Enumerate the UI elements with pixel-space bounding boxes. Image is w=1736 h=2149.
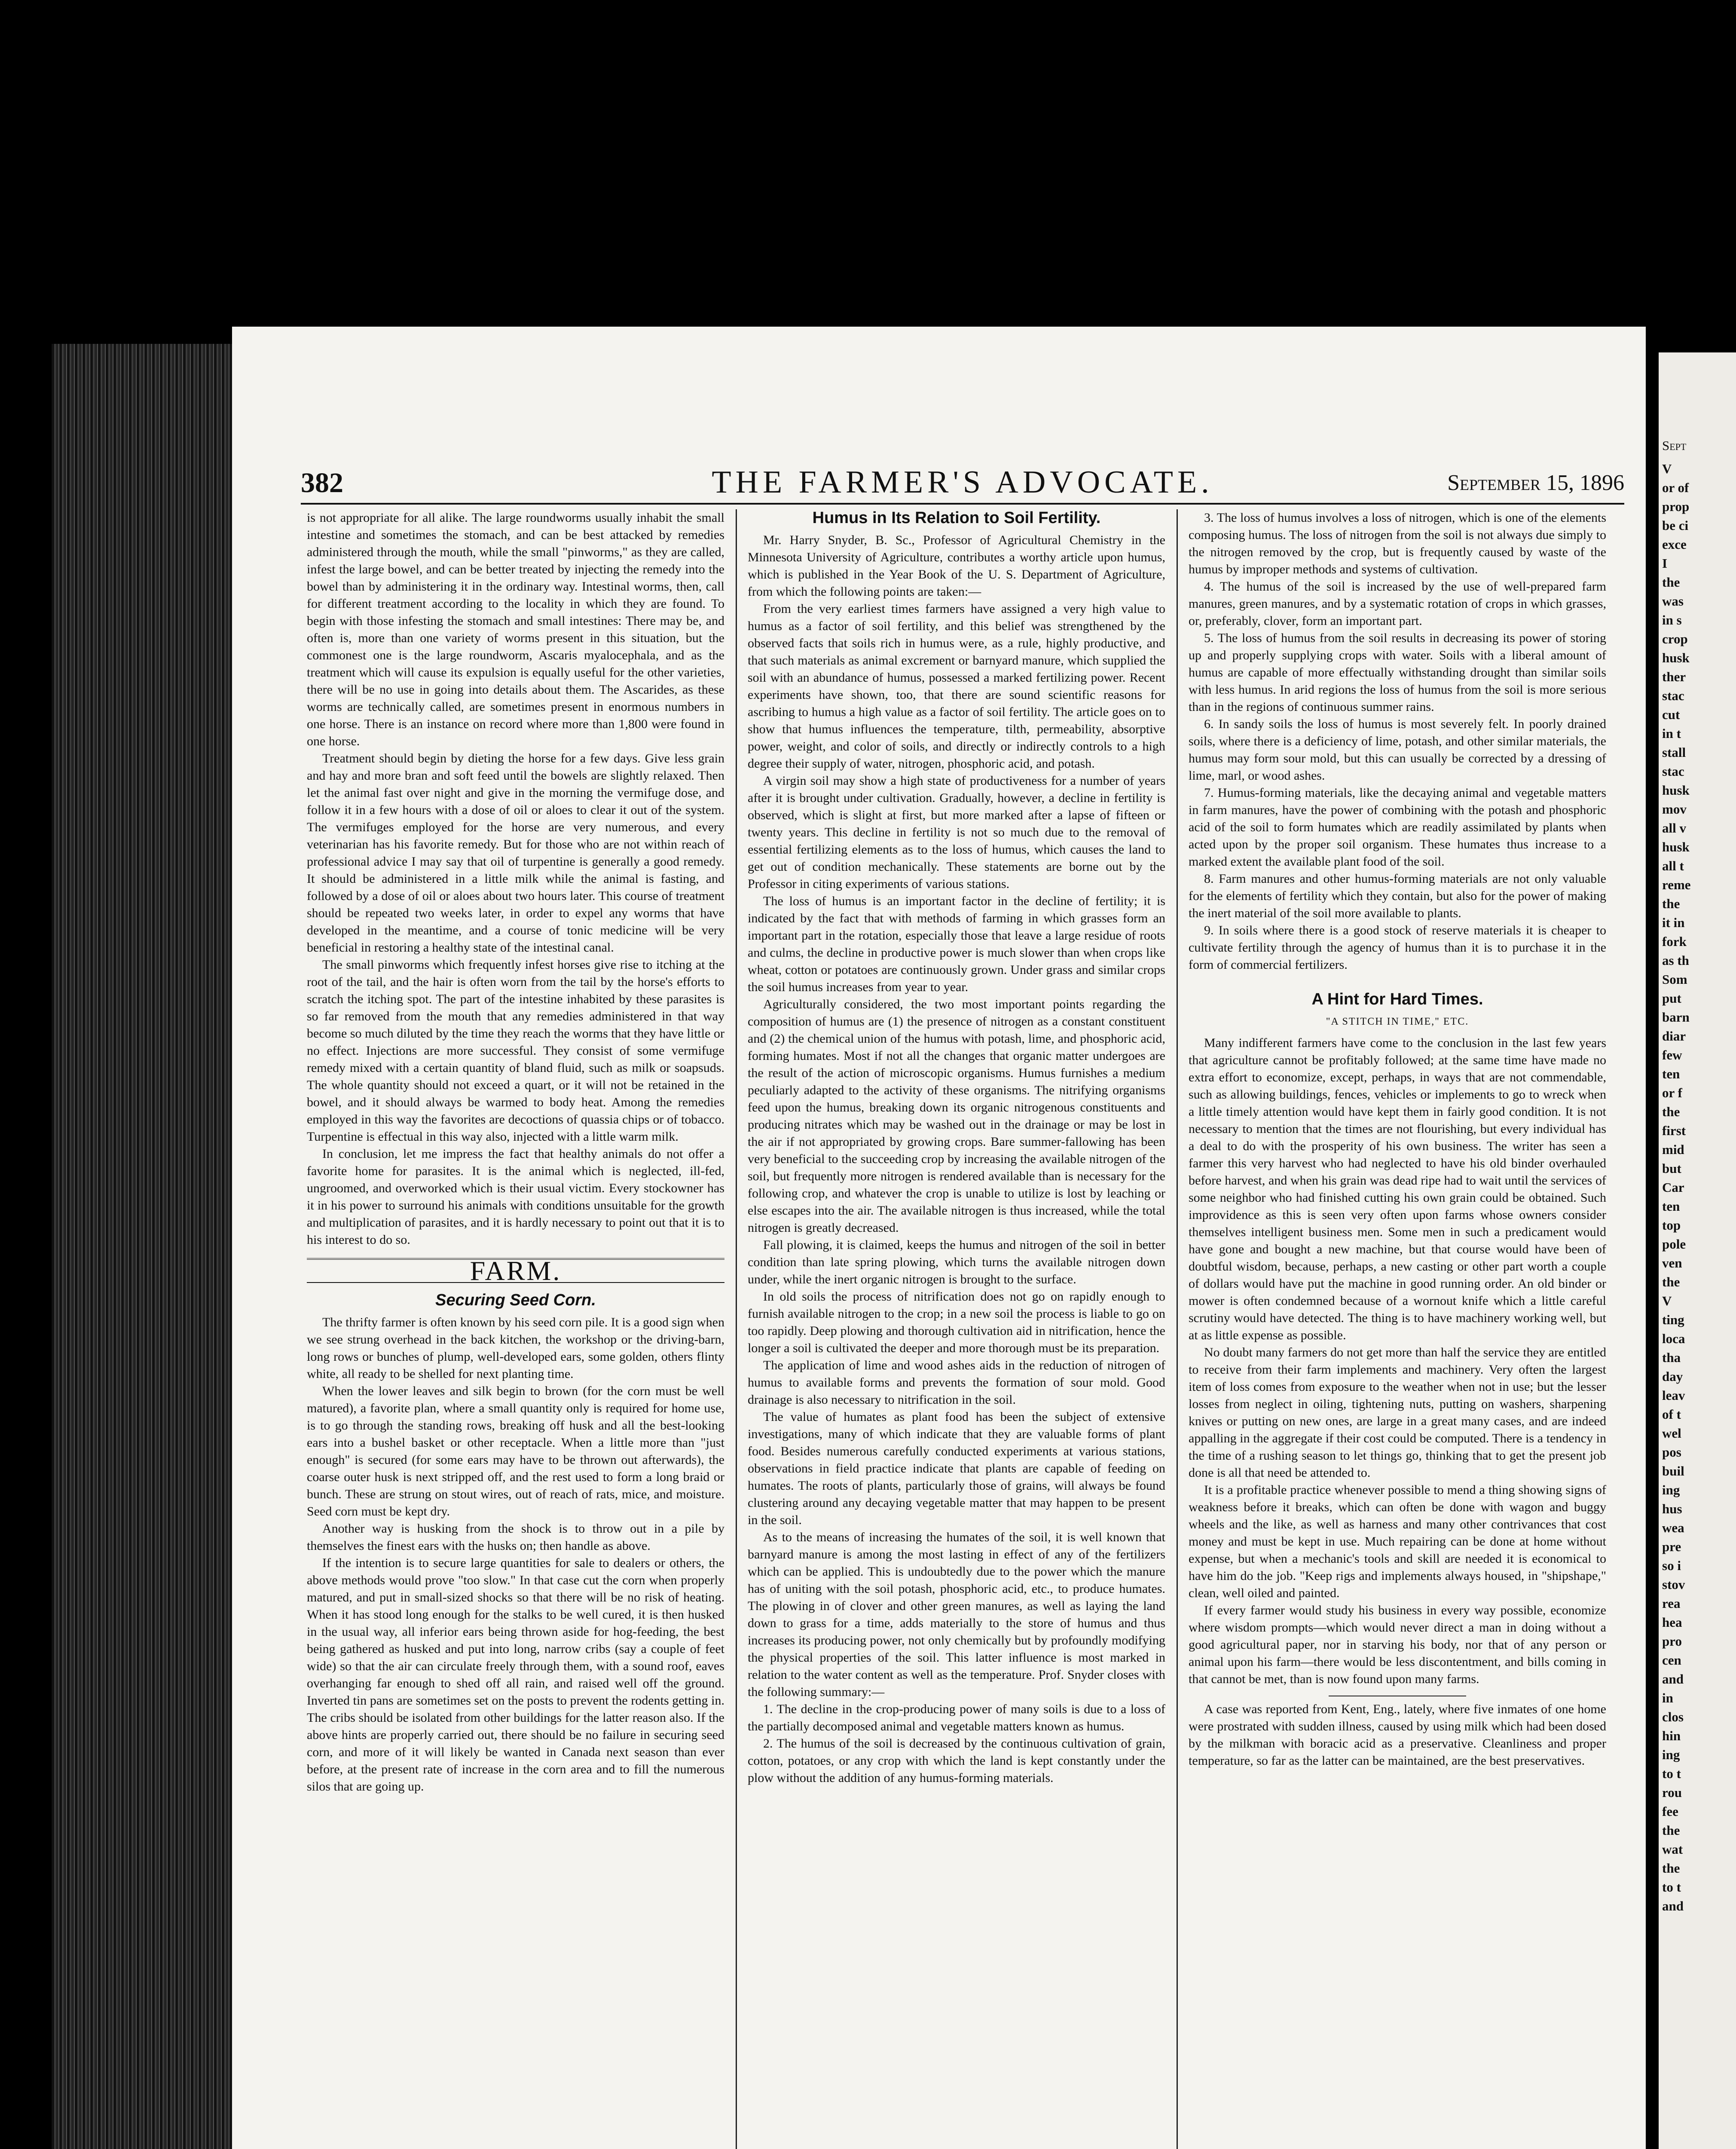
facing-page-line: cut: [1662, 707, 1680, 722]
article-paragraph: If every farmer would study his business in every way possible, economize where wisdom prompts—which would never direct a man in doing without a good agricultural paper, nor in starving his body, nor that of any person or animal upon his farm—there would be less discontentment, and bills coming in that cannot be met, than is now found upon many farms.: [1189, 1603, 1606, 1686]
facing-page-line: reme: [1662, 877, 1691, 892]
article-paragraph: As to the means of increasing the humates of the soil, it is well known that barnyard manure is among the most lasting in effect of any of the fertilizers which can be applied. This is undoubtedly due to the power which the manure has of uniting with the soil potash, phosphoric acid, etc., to produce humates. The plowing in of clover and other green manures, as well as laying the land down to grass for a time, adds materially to the store of humus and thus increases its producing power, not only chemically but by profoundly modifying the physical properties of the soil. This latter influence is most marked in relation to the water content as well as the temperature. Prof. Snyder closes with the following summary:—: [748, 1530, 1165, 1699]
facing-page-line: the: [1662, 575, 1680, 590]
summary-point: 8. Farm manures and other humus-forming materials are not only valuable for the elements of fertility which they contain, but also for the power of making the inert material of the soil more available to plants.: [1189, 872, 1606, 920]
facing-page-line: ten: [1662, 1066, 1680, 1081]
article-paragraph: Agriculturally considered, the two most important points regarding the composition of humus are (1) the presence of nitrogen as a constant constituent and (2) the chemical union of the humus with potash, lime, and phosphoric acid, forming humates. Most if not all the changes that organic matter undergoes are the result of the action of microscopic organisms. Humus furnishes a medium peculiarly adapted to the activity of these organisms. The nitrifying organisms feed upon the humus, breaking down its organic nitrogenous constituents and producing nitrates which may be washed out in the drainage or may be lost in the air if not appropriated by growing crops. Bare summer-fallowing has been very beneficial to the succeeding crop by increasing the available nitrogen of the soil, but frequently more nitrogen is rendered available than is necessary for the following crop, and whatever the crop is unable to utilize is lost by leaching or else escapes into the air. The available nitrogen is thus increased, while the total nitrogen is greatly decreased.: [748, 997, 1165, 1235]
facing-page-line: hus: [1662, 1501, 1682, 1516]
facing-page-line: of t: [1662, 1407, 1681, 1422]
article-paragraph: No doubt many farmers do not get more than half the service they are entitled to receive from their farm implements and machinery. Very often the largest item of loss comes from exposure to the weather when not in use; but the lesser losses from neglect in oiling, tightening nuts, putting on washers, sharpening knives or putting on new ones, are large in a great many cases, and are indeed appalling in the aggregate if their cost could be computed. There is a tendency in the time of a rushing season to let things go, thinking that to get the present job done is all that need be attended to.: [1189, 1345, 1606, 1480]
facing-page-line: Som: [1662, 972, 1687, 987]
page-header: [301, 456, 1624, 505]
article-title-humus: Humus in Its Relation to Soil Fertility.: [812, 509, 1101, 527]
facing-page-line: husk: [1662, 783, 1690, 798]
summary-point: 4. The humus of the soil is increased by the use of well-prepared farm manures, green manures, and by a systematic rotation of crops in which grasses, or, preferably, clover, form an important part.: [1189, 579, 1606, 628]
facing-page-line: pro: [1662, 1634, 1682, 1649]
facing-page-line: V: [1662, 461, 1672, 476]
facing-page-line: stac: [1662, 764, 1684, 779]
facing-page-line: ing: [1662, 1482, 1680, 1497]
facing-page-line: husk: [1662, 650, 1690, 665]
summary-point: 9. In soils where there is a good stock of reserve materials it is cheaper to cultivate fertility through the agency of humus than it is to purchase it in the form of commercial fertilizers.: [1189, 923, 1606, 972]
section-heading-farm: FARM.: [307, 1258, 724, 1283]
page-number: 382: [301, 467, 343, 499]
facing-page-line: put: [1662, 991, 1681, 1006]
article-paragraph: is not appropriate for all alike. The large roundworms usually inhabit the small intestine and sometimes the stomach, and can be best attacked by remedies administered through the mouth, while the small "pinworms," as they are called, infest the large bowel, and can be better treated by injecting the remedy into the bowel than by administering it in the ordinary way. Intestinal worms, then, call for different treatment according to the locality in which they are found. To begin with those infesting the stomach and small intestines: There may be, and often is, more than one variety of worms present in this situation, but the commonest one is the large roundworm, Ascaris myalocephala, and as the treatment which will cause its expulsion is equally useful for the other varieties, there will be no use in going into details about them. The Ascarides, as these worms are technically called, are sometimes present in enormous numbers in one horse. There is an instance on record where more than 1,800 were found in one horse.: [307, 511, 724, 748]
facing-page-line: fee: [1662, 1804, 1678, 1819]
facing-page-line: but: [1662, 1161, 1681, 1176]
facing-page-line: and: [1662, 1671, 1684, 1687]
article-paragraph: In conclusion, let me impress the fact that healthy animals do not offer a favorite home for parasites. It is the animal which is neglected, ill-fed, ungroomed, and overworked which is their usual victim. Every stockowner has it in his power to surround his animals with conditions unsuitable for the growth and multiplication of parasites, and it is hardly necessary to point out that it is to his interest to do so.: [307, 1147, 724, 1247]
article-paragraph: Mr. Harry Snyder, B. Sc., Professor of Agricultural Chemistry in the Minnesota University of Agriculture, contributes a worthy article upon humus, which is published in the Year Book of the U. S. Department of Agriculture, from which the following points are taken:—: [748, 533, 1165, 599]
facing-page-line: loca: [1662, 1331, 1685, 1346]
facing-page-line: wat: [1662, 1842, 1683, 1857]
facing-page-line: rea: [1662, 1596, 1681, 1611]
facing-page-line: as th: [1662, 953, 1689, 968]
article-paragraph: Another way is husking from the shock is to throw out in a pile by themselves the finest ears with the husks on; then handle as above.: [307, 1521, 724, 1553]
facing-page-line: hin: [1662, 1728, 1681, 1743]
facing-page-line: pole: [1662, 1237, 1686, 1252]
facing-page-line: it in: [1662, 915, 1685, 930]
facing-page-line: Car: [1662, 1180, 1684, 1195]
worms-article-continued: [307, 509, 724, 1249]
article-paragraph: The thrifty farmer is often known by his seed corn pile. It is a good sign when we see strung overhead in the back kitchen, the workshop or the driving-barn, long rows or bunches of plump, well-developed ears, some golden, others flinty white, all ready to be shelled for next planting time.: [307, 1315, 724, 1381]
article-paragraph: The small pinworms which frequently infest horses give rise to itching at the root of the tail, and the hair is often worn from the tail by the horse's efforts to scratch the itching spot. The part of the intestine inhabited by these parasites is so far removed from the mouth that any remedies administered in that way become so much diluted by the time they reach the worms that they have little or no effect. Injections are more successful. They consist of some vermifuge remedy mixed with a certain quantity of bland fluid, such as milk or soapsuds. The whole quantity should not exceed a quart, or it will not be retained in the bowel, and it should always be warmed to body heat. Among the remedies employed in this way the favorites are decoctions of quassia chips or of tobacco. Turpentine is effectual in this way also, injected with a little warm milk.: [307, 958, 724, 1144]
facing-page-line: in s: [1662, 612, 1682, 628]
seed-corn-article: [307, 1314, 724, 1795]
humus-summary-continued: [1189, 509, 1606, 973]
facing-page-line: ing: [1662, 1747, 1680, 1762]
facing-page-text: [1659, 459, 1736, 1916]
facing-page-edge: [1659, 352, 1736, 2149]
article-paragraph: A virgin soil may show a high state of productiveness for a number of years after it is brought under cultivation. Gradually, however, a decline in fertility is observed, which is slight at first, but more marked after a lapse of fifteen or twenty years. This decline in fertility is not so much due to the removal of essential fertilizing elements as to the loss of humus, which causes the land to get out of condition mechanically. These statements are borne out by the Professor in citing experiments of various stations.: [748, 774, 1165, 891]
facing-page-line: or of: [1662, 480, 1689, 495]
facing-page-line: stov: [1662, 1577, 1685, 1592]
summary-point: 7. Humus-forming materials, like the decaying animal and vegetable matters in farm manures, have the power of combining with the potash and phosphoric acid of the soil to form humates which are readily assimilated by plants when acted upon by the proper soil organism. These humates thus increase to a marked extent the available plant food of the soil.: [1189, 786, 1606, 869]
facing-page-line: so i: [1662, 1558, 1681, 1573]
facing-page-line: wel: [1662, 1426, 1681, 1441]
facing-page-line: rou: [1662, 1785, 1682, 1800]
facing-page-line: be ci: [1662, 518, 1689, 533]
article-columns: [301, 509, 1624, 2149]
facing-page-line: I: [1662, 556, 1668, 571]
facing-page-line: first: [1662, 1123, 1686, 1138]
facing-page-line: stac: [1662, 688, 1684, 703]
article-paragraph: Many indifferent farmers have come to the conclusion in the last few years that agriculture cannot be profitably followed; at the same time have made no extra effort to economize, except, perhaps, in ways that are not commendable, such as allowing buildings, fences, vehicles or implements to go to wreck when a little timely attention would have kept them in fairly good condition. It is not necessary to mention that the times are not flourishing, but every individual has a deal to do with the prosperity of his own business. The writer has seen a farmer this very harvest who had neglected to have his old binder overhauled before harvest, and when his grain was dead ripe had to wait until the services of some neighbor who had finished cutting his own grain could be obtained. Such improvidence as this is seen very often upon farms whose owners consider themselves intelligent business men. Some men in such a predicament would have gone and bought a new machine, but that course would have been of doubtful wisdom, because, perhaps, a new casting or other part worth a couple of dollars would have put the machine in good running order. An old binder or mower is often condemned because of a wornout knife which a little careful scrutiny would have detected. The thing is to have machinery working well, but at as little expense as possible.: [1189, 1036, 1606, 1342]
article-title-hint: A Hint for Hard Times.: [1311, 990, 1483, 1008]
facing-page-line: pos: [1662, 1445, 1681, 1460]
facing-page-line: barn: [1662, 1010, 1690, 1025]
facing-page-line: cen: [1662, 1653, 1681, 1668]
masthead-title: THE FARMER'S ADVOCATE.: [712, 465, 1213, 500]
article-paragraph: The application of lime and wood ashes aids in the reduction of nitrogen of humus to available forms and prevents the formation of sour mold. Good drainage is also necessary to nitrification in the soil.: [748, 1358, 1165, 1407]
summary-point: 1. The decline in the crop-producing power of many soils is due to a loss of the partially decomposed animal and vegetable matters known as humus.: [748, 1702, 1165, 1733]
summary-point: 2. The humus of the soil is decreased by the continuous cultivation of grain, cotton, potatoes, or any crop with which the land is kept constantly under the plow without the addition of any humus-forming materials.: [748, 1736, 1165, 1785]
facing-page-line: to t: [1662, 1880, 1681, 1895]
column-2: [742, 509, 1171, 2149]
facing-page-line: fork: [1662, 934, 1687, 949]
column-1: [301, 509, 730, 2149]
facing-page-line: mov: [1662, 802, 1687, 817]
article-paragraph: It is a profitable practice whenever possible to mend a thing showing signs of weakness before it breaks, which can often be done with wagon and buggy wheels and the like, as well as harness and many other contrivances that cost money and must be kept in use. Much repairing can be done at home without expense, but when a mechanic's tools and skill are needed it is economical to have him do the job. "Keep rigs and implements always housed, in "shipshape," clean, well oiled and painted.: [1189, 1483, 1606, 1600]
book-spine: [52, 344, 232, 2149]
facing-page-line: mid: [1662, 1142, 1684, 1157]
article-paragraph: Fall plowing, it is claimed, keeps the humus and nitrogen of the soil in better condition than late spring plowing, which turns the available nitrogen down under, while the inert organic nitrogen is brought to the surface.: [748, 1238, 1165, 1286]
facing-page-line: the: [1662, 896, 1680, 911]
article-paragraph: The value of humates as plant food has been the subject of extensive investigations, many of which indicate that they are valuable forms of plant food. Besides numerous carefully conducted experiments at various stations, observations in field practice indicate that plants are capable of feeding on humates. The roots of plants, particularly those of grains, will always be found clustering around any decaying vegetable matter that may happen to be present in the soil.: [748, 1410, 1165, 1527]
facing-page-line: the: [1662, 1823, 1680, 1838]
facing-page-line: stall: [1662, 745, 1686, 760]
facing-page-header: Sept: [1662, 438, 1687, 453]
newspaper-page: [232, 327, 1646, 2149]
column-rule: [1171, 509, 1183, 2149]
facing-page-line: in t: [1662, 726, 1681, 741]
facing-page-line: ther: [1662, 669, 1686, 684]
facing-page-line: exce: [1662, 537, 1687, 552]
facing-page-line: ten: [1662, 1199, 1680, 1214]
facing-page-line: crop: [1662, 631, 1688, 646]
summary-point: 5. The loss of humus from the soil results in decreasing its power of storing up and properly supplying crops with water. Soils with a liberal amount of humus are capable of more effectually withstanding drought than similar soils with less humus. In arid regions the loss of humus from the soil is more serious than in the regions of continuous summer rains.: [1189, 631, 1606, 714]
facing-page-line: all v: [1662, 820, 1686, 836]
facing-page-line: leav: [1662, 1388, 1685, 1403]
summary-point: 3. The loss of humus involves a loss of nitrogen, which is one of the elements composing humus. The loss of nitrogen from the soil is not always due simply to the nitrogen removed by the crop, but is frequently caused by waste of the humus by improper methods and systems of cultivation.: [1189, 511, 1606, 576]
facing-page-line: clos: [1662, 1709, 1684, 1724]
issue-date: September 15, 1896: [1447, 471, 1624, 495]
scanner-border: [0, 0, 1736, 107]
article-paragraph: In old soils the process of nitrification does not go on rapidly enough to furnish available nitrogen to the crop; in a new soil the process is liable to go on too rapidly. Deep plowing and thorough cultivation aid in nitrification, hence the longer a soil is cultivated the deeper and more thorough must be its preparation.: [748, 1289, 1165, 1355]
facing-page-line: day: [1662, 1369, 1683, 1384]
facing-page-line: tha: [1662, 1350, 1681, 1365]
article-paragraph: The loss of humus is an important factor in the decline of fertility; it is indicated by the fact that with methods of farming in which grasses form an important part in the rotation, especially those that leave a large residue of roots and culms, the decline in productive power is much slower than when crops like wheat, cotton or potatoes are continuously grown. Under grass and similar crops the soil humus increases from year to year.: [748, 894, 1165, 994]
facing-page-line: prop: [1662, 499, 1690, 514]
facing-page-line: the: [1662, 1861, 1680, 1876]
facing-page-line: all t: [1662, 858, 1684, 873]
humus-article: [748, 532, 1165, 1787]
article-subtitle: "A STITCH IN TIME," ETC.: [1326, 1016, 1469, 1027]
facing-page-line: hea: [1662, 1615, 1682, 1630]
facing-page-line: ven: [1662, 1255, 1682, 1270]
facing-page-line: in: [1662, 1690, 1673, 1705]
column-3: [1183, 509, 1612, 2149]
facing-page-line: the: [1662, 1274, 1680, 1289]
summary-point: 6. In sandy soils the loss of humus is most severely felt. In poorly drained soils, where there is a deficiency of lime, potash, and other similar materials, the humus may form sour mold, but this can usually be corrected by a dressing of lime, marl, or wood ashes.: [1189, 717, 1606, 783]
column-rule: [730, 509, 742, 2149]
facing-page-line: buil: [1662, 1463, 1684, 1479]
facing-page-line: to t: [1662, 1766, 1681, 1781]
facing-page-line: husk: [1662, 839, 1690, 854]
facing-page-line: diar: [1662, 1029, 1686, 1044]
milk-preservative-note: A case was reported from Kent, Eng., lately, where five inmates of one home were prostrated with sudden illness, caused by using milk which had been dosed by the milkman with boracic acid as a preservative. Cleanliness and proper temperature, so far as the latter can be maintained, are the best preservatives.: [1189, 1702, 1606, 1768]
facing-page-line: top: [1662, 1218, 1681, 1233]
article-paragraph: From the very earliest times farmers have assigned a very high value to humus as a factor of soil fertility, and this belief was strengthened by the observed facts that soils rich in humus were, as a rule, highly productive, and that such materials as animal excrement or barnyard manure, which supplied the soil with an abundance of humus, possessed a marked fertilizing power. Recent experiments have shown, too, that there are sound scientific reasons for ascribing to humus a high value as a factor of soil fertility. The article goes on to show that humus influences the temperature, tilth, permeability, absorptive power, weight, and color of soils, and directly or indirectly controls to a high degree their supply of water, nitrogen, phosphoric acid, and potash.: [748, 602, 1165, 771]
facing-page-line: few: [1662, 1047, 1682, 1062]
article-paragraph: If the intention is to secure large quantities for sale to dealers or others, the above methods would prove "too slow." In that case cut the corn when properly matured, and put in small-sized shocks so that there will be no risk of heating. When it has stood long enough for the stalks to be well cured, it is then husked in the usual way, all inferior ears being thrown aside for hog-feeding, the best being gathered as husked and put into long, narrow cribs (say a couple of feet wide) so that the air can circulate freely through them, with a sound roof, eaves overhanging far enough to shed off all rain, and raised well off the ground. Inverted tin pans are sometimes set on the posts to prevent the rodents getting in. The cribs should be isolated from other buildings for the latter reason also. If the above hints are properly carried out, there should be no failure in securing seed corn, and more of it will likely be wanted in Canada next season than ever before, at the present rate of increase in the corn area and to fill the numerous silos that are going up.: [307, 1556, 724, 1794]
facing-page-line: the: [1662, 1104, 1680, 1119]
facing-page-line: pre: [1662, 1539, 1681, 1554]
article-paragraph: Treatment should begin by dieting the horse for a few days. Give less grain and hay and more bran and soft feed until the bowels are slightly relaxed. Then let the animal fast over night and give in the morning the vermifuge dose, and follow it in a few hours with a dose of oil or aloes to clear it out of the system. The vermifuges employed for the horse are very numerous, and every veterinarian has his favorite remedy. But for those who are not within reach of professional advice I may say that oil of turpentine is generally a good remedy. It should be administered in a little milk while the animal is fasting, and followed by a dose of oil or aloes about two hours later. This course of treatment should be repeated two weeks later, in order to expel any worms that have developed in the meantime, and a course of tonic medicine will be very beneficial in restoring a healthy state of the intestinal canal.: [307, 751, 724, 955]
facing-page-line: or f: [1662, 1085, 1682, 1100]
article-paragraph: When the lower leaves and silk begin to brown (for the corn must be well matured), a favorite plan, where a small quantity only is required for home use, is to go through the standing rows, breaking off husk and all the best-looking ears into a bushel basket or other receptacle. When a little more than "just enough" is secured (for some ears may have to be thrown out afterwards), the coarse outer husk is next stripped off, and the rest used to form a long braid or bunch. These are strung on stout wires, out of reach of rats, mice, and moisture. Seed corn must be kept dry.: [307, 1384, 724, 1518]
facing-page-line: ting: [1662, 1312, 1684, 1327]
facing-page-line: V: [1662, 1293, 1672, 1308]
facing-page-line: was: [1662, 594, 1684, 609]
article-title-seed-corn: Securing Seed Corn.: [435, 1291, 596, 1309]
hard-times-article: [1189, 1035, 1606, 1688]
facing-page-line: wea: [1662, 1520, 1684, 1535]
facing-page-line: and: [1662, 1898, 1684, 1913]
